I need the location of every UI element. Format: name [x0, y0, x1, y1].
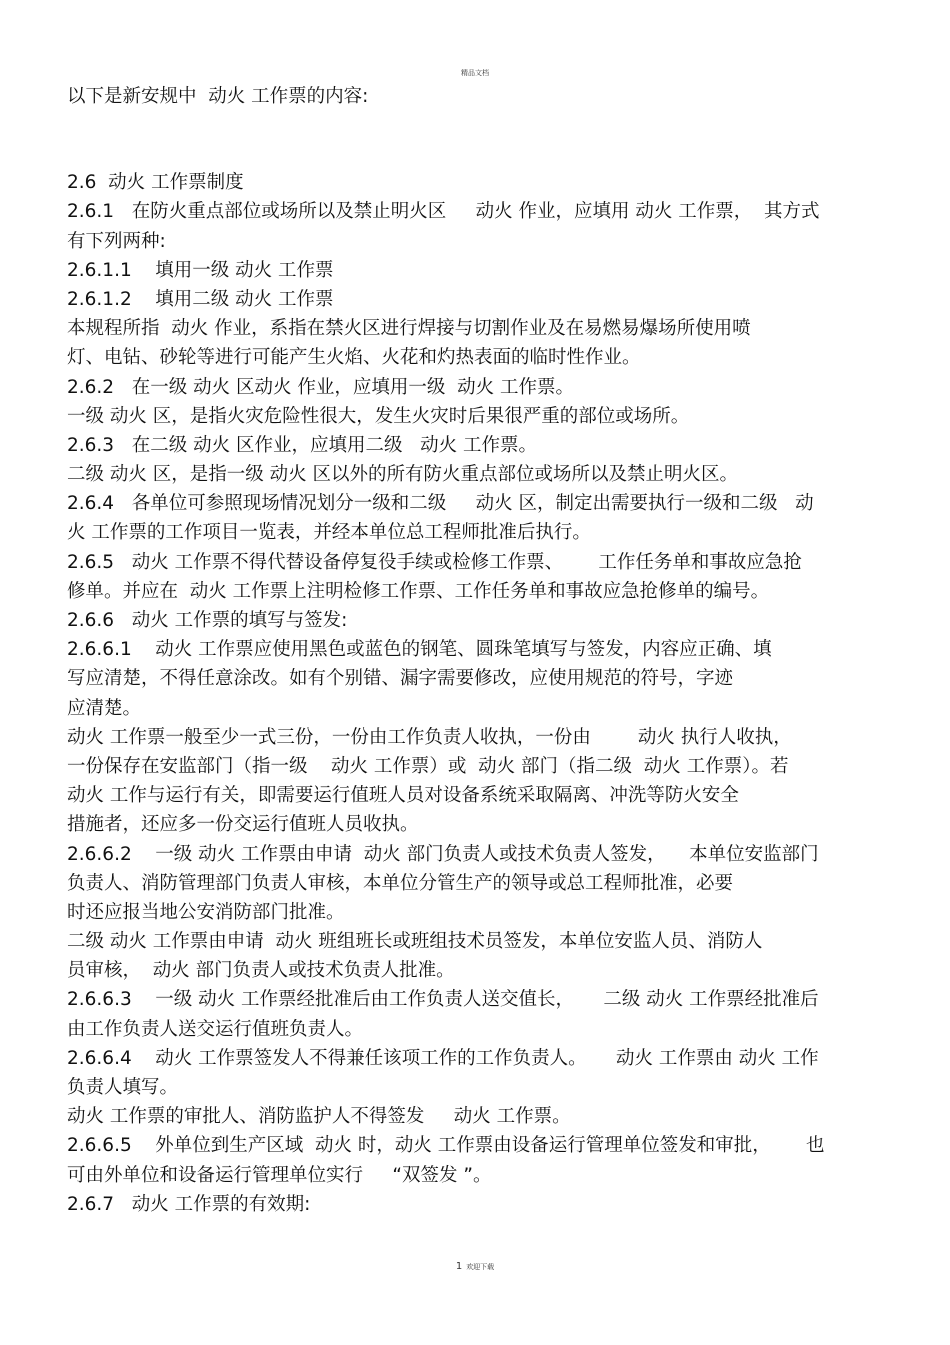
text-line: 动火 工作票一般至少一式三份，一份由工作负责人收执，一份由 动火 执行人收执， [67, 726, 792, 748]
text-line: 措施者，还应多一份交运行值班人员收执。 [67, 814, 419, 836]
text-line: 2.6.2 在一级 动火 区动火 作业，应填用一级 动火 工作票。 [67, 376, 574, 398]
page-number: 1 [455, 1261, 463, 1272]
text-line: 2.6.6.1 动火 工作票应使用黑色或蓝色的钢笔、圆珠笔填写与签发，内容应正确、填 [67, 639, 772, 661]
text-line: 应清楚。 [67, 697, 142, 719]
intro-line: 以下是新安规中 动火 工作票的内容: [67, 86, 369, 107]
page-footer [0, 1261, 950, 1272]
text-line: 一级 动火 区，是指火灾危险性很大，发生火灾时后果很严重的部位或场所。 [67, 405, 690, 427]
text-line: 火 工作票的工作项目一览表，并经本单位总工程师批准后执行。 [67, 522, 591, 544]
text-line: 灯、电钻、砂轮等进行可能产生火焰、火花和灼热表面的临时性作业。 [67, 347, 641, 369]
text-line: 可由外单位和设备运行管理单位实行 “双签发 ”。 [67, 1164, 492, 1186]
text-line: 时还应报当地公安消防部门批准。 [67, 901, 345, 923]
text-line: 2.6.4 各单位可参照现场情况划分一级和二级 动火 区，制定出需要执行一级和二级 动 [67, 493, 814, 515]
text-line: 动火 工作与运行有关，即需要运行值班人员对设备系统采取隔离、冲洗等防火安全 [67, 785, 739, 807]
text-line: 2.6.6 动火 工作票的填写与签发: [67, 610, 348, 631]
header-watermark: 精品文档 [461, 69, 489, 77]
text-line: 负责人填写。 [67, 1077, 179, 1098]
footer-text: 欢迎下载 [466, 1263, 495, 1271]
text-line: 由工作负责人送交运行值班负责人。 [67, 1018, 364, 1040]
paragraph-gap [67, 111, 887, 168]
section-heading: 2.6 动火 工作票制度 [67, 172, 244, 194]
text-line: 本规程所指 动火 作业，系指在禁火区进行焊接与切割作业及在易燃易爆场所使用喷 [67, 318, 751, 340]
text-line: 二级 动火 工作票由申请 动火 班组班长或班组技术员签发，本单位安监人员、消防人 [67, 931, 763, 953]
document-body [67, 82, 887, 1219]
text-line: 有下列两种: [67, 230, 166, 252]
text-line: 2.6.6.3 一级 动火 工作票经批准后由工作负责人送交值长， 二级 动火 工作票经批准后 [67, 989, 819, 1011]
text-line: 2.6.6.5 外单位到生产区域 动火 时，动火 工作票由设备运行管理单位签发和审批， 也 [67, 1135, 825, 1157]
text-line: 2.6.6.2 一级 动火 工作票由申请 动火 部门负责人或技术负责人签发， 本单位安监部门 [67, 843, 819, 865]
text-line: 二级 动火 区，是指一级 动火 区以外的所有防火重点部位或场所以及禁止明火区。 [67, 464, 739, 486]
text-line: 2.6.3 在二级 动火 区作业，应填用二级 动火 工作票。 [67, 434, 537, 456]
text-line: 2.6.1.1 填用一级 动火 工作票 [67, 259, 334, 281]
text-line: 2.6.6.4 动火 工作票签发人不得兼任该项工作的工作负责人。 动火 工作票由 动火 工作 [67, 1047, 819, 1069]
text-line: 2.6.1.2 填用二级 动火 工作票 [67, 288, 334, 310]
text-line: 写应清楚，不得任意涂改。如有个别错、漏字需要修改，应使用规范的符号，字迹 [67, 668, 734, 690]
text-line: 2.6.1 在防火重点部位或场所以及禁止明火区 动火 作业，应填用 动火 工作票， 其方式 [67, 201, 820, 223]
text-line: 一份保存在安监部门（指一级 动火 工作票）或 动火 部门（指二级 动火 工作票）。若 [67, 755, 789, 777]
text-line: 动火 工作票的审批人、消防监护人不得签发 动火 工作票。 [67, 1106, 571, 1128]
text-line: 2.6.7 动火 工作票的有效期: [67, 1193, 311, 1215]
text-line: 2.6.5 动火 工作票不得代替设备停复役手续或检修工作票、 工作任务单和事故应急抢 [67, 551, 802, 573]
text-line: 员审核， 动火 部门负责人或技术负责人批准。 [67, 960, 455, 982]
text-line: 负责人、消防管理部门负责人审核，本单位分管生产的领导或总工程师批准，必要 [67, 872, 734, 894]
text-line: 修单。并应在 动火 工作票上注明检修工作票、工作任务单和事故应急抢修单的编号。 [67, 580, 770, 602]
